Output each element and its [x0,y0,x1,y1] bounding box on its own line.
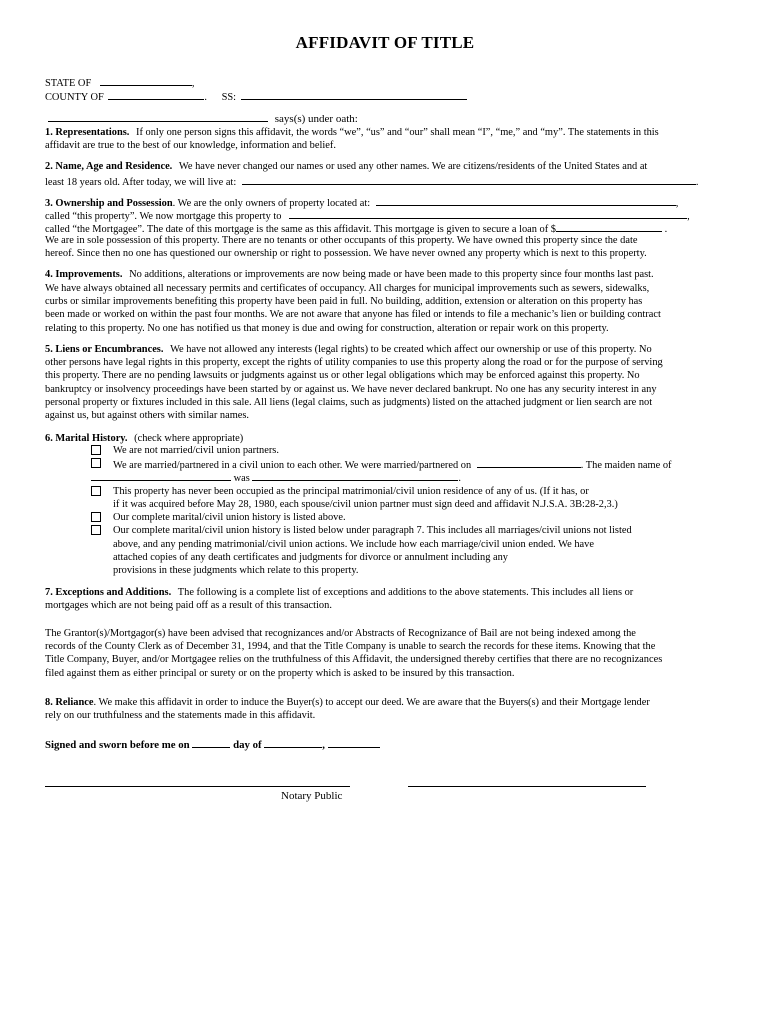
notary-public-label: Notary Public [281,790,343,802]
state-label: STATE OF [45,78,92,89]
s8-line-1 [45,696,650,709]
marital-option-5-checkbox[interactable] [91,525,101,535]
s1-text-2: affidavit are true to the best of our knowledge, information and belief. [45,140,336,151]
recognizance-text-2: records of the County Clerk as of December 31, 1994, and that the Title Company is unable to search the records for these items. Knowing that the [45,641,656,652]
s6-option-5d: provisions in these judgments which relate to this property. [113,565,359,576]
s6-option-2-line-2: was . [91,470,461,485]
loan-amount-field[interactable] [556,221,662,232]
s2-line-2: least 18 years old. After today, we will live at: . [45,174,698,189]
s3-text-5: hereof. Since then no one has questioned our ownership or right to possession. We have never owned any property which is next to this property. [45,248,647,259]
county-label: COUNTY OF [45,92,104,103]
marital-option-2-checkbox[interactable] [91,458,101,468]
s4-text-2: We have always obtained all necessary permits and certificates of occupancy. All charges for municipal improvements such as sewers, sidewalks, [45,283,650,294]
residence-field[interactable] [242,174,696,185]
s2-heading: 2. Name, Age and Residence. [45,161,173,172]
s5-text-3: this property. There are no pending lawsuits or judgments against us or other legal obligations which may be enforced against this property. No [45,370,640,381]
s1-text-1: If only one person signs this affidavit, the words “we”, “us” and “our” shall mean “I”, “me,” and “my”. The statements in this [135,127,659,138]
state-line: STATE OF , [45,75,194,90]
s6-option-2-text-b: . The maiden name of [580,460,672,471]
s8-heading: 8. Reliance [45,697,94,708]
recognizance-text-4: filed against them as either principal or surety or on the property which is asked to be insured by this transaction. [45,668,515,679]
s8-text-2: rely on our truthfulness and the statements made in this affidavit. [45,710,316,721]
s4-text-4: been made or worked on within the past four months. We are not aware that anyone has filed or intends to file a mechanic’s lien or building contract [45,309,661,320]
s3-text-4: We are in sole possession of this property. There are no tenants or other occupants of this property. We have owned this property since the date [45,235,638,246]
county-field[interactable] [108,89,204,100]
s3-text-2: called “this property”. We now mortgage this property to [45,211,282,222]
s5-line-1 [45,343,652,356]
s2-line-1 [45,160,647,173]
marriage-date-field[interactable] [477,457,581,468]
s3-line-3: called “the Mortgagee”. The date of this mortgage is the same as this affidavit. This mortgage is given to secure a loan of $ . [45,221,667,236]
sworn-month-field[interactable] [264,737,322,748]
state-field[interactable] [100,75,192,86]
s3-line-2: called “this property”. We now mortgage this property to , [45,208,690,223]
s2-text-1: We have never changed our names or used any other names. We are citizens/residents of the United States and at [178,161,648,172]
s6-option-5c: attached copies of any death certificates and judgments for divorce or annulment including any [113,552,508,563]
s6-option-2-was: was [233,473,250,484]
s5-text-4: bankruptcy or insolvency proceedings have been started by or against us. We have never declared bankrupt. No one has any security interest in any [45,384,657,395]
s6-option-4: Our complete marital/civil union history is listed above. [113,512,346,523]
s3-text-1: . We are the only owners of property located at: [172,198,371,209]
s7-text-1: The following is a complete list of exceptions and additions to the above statements. This includes all liens or [177,587,634,598]
says-under-oath: says(s) under oath: [274,113,358,125]
s3-text-3: called “the Mortgagee”. The date of this mortgage is the same as this affidavit. This mortgage is given to secure a loan of $ [45,224,557,235]
s5-text-5: personal property or fixtures included in this sale. All liens (legal claims, such as judgments) listed on the attached judgment or lien search are not [45,397,653,408]
s5-text-6: against us, but against others with similar names. [45,410,250,421]
property-location-field[interactable] [376,195,676,206]
recognizance-text-1: The Grantor(s)/Mortgagor(s) have been advised that recognizances and/or Abstracts of Recognizance of Bail are not being indexed among the [45,628,636,639]
s2-text-2: least 18 years old. After today, we will live at: [45,177,237,188]
marital-option-1-checkbox[interactable] [91,445,101,455]
s7-heading: 7. Exceptions and Additions. [45,587,172,598]
maiden-name-value-field[interactable] [252,470,458,481]
s6-option-1: We are not married/civil union partners. [113,445,279,456]
ss-label: SS: [221,92,237,103]
s4-text-5: relating to this property. No one has notified us that money is due and owing for construction, alteration or repair work on this property. [45,323,609,334]
s5-heading: 5. Liens or Encumbrances. [45,344,164,355]
sworn-text-b: day of [233,739,262,751]
affiant-name-field[interactable] [48,111,268,122]
recognizance-text-3: Title Company, Buyer, and/or Mortgagee relies on the truthfulness of this Affidavit, the undersigned thereby certifies that there are no recognizances [45,654,663,665]
s3-heading: 3. Ownership and Possession [45,198,173,209]
s7-text-2: mortgages which are not being paid off as a result of this transaction. [45,600,332,611]
mortgagee-field[interactable] [289,208,687,219]
s6-note: (check where appropriate) [134,433,244,444]
marital-option-3-checkbox[interactable] [91,486,101,496]
sworn-year-field[interactable] [328,737,380,748]
county-line: COUNTY OF . SS: [45,89,467,104]
s5-text-2: other persons have legal rights in this property, except the rights of utility companies to use this property along the road or for the purpose of serving [45,357,663,368]
affiant-signature-line[interactable] [408,786,646,787]
s4-text-3: curbs or similar improvements benefiting this property have been paid in full. No building, addition, extension or alteration on this property has [45,296,643,307]
s3-line-1: 3. Ownership and Possession. We are the only owners of property located at: , [45,195,678,210]
s6-option-5a: Our complete marital/civil union history is listed below under paragraph 7. This includes all marriages/civil unions not listed [113,525,632,536]
s4-line-1 [45,268,654,281]
s6-heading: 6. Marital History. [45,433,128,444]
s6-option-5b: above, and any pending matrimonial/civil union actions. We include how each marriage/civil union ended. We have [113,539,594,550]
sworn-line: Signed and sworn before me on day of , [45,737,380,752]
s7-line-1 [45,586,633,599]
s8-text-1: . We make this affidavit in order to induce the Buyer(s) to accept our deed. We are aware that the Buyers(s) and their Mortgage lender [93,697,650,708]
sworn-text-a: Signed and sworn before me on [45,739,190,751]
s6-option-3b: if it was acquired before May 28, 1980, each spouse/civil union partner must sign deed and affidavit N.J.S.A. 3B:28-2,3.) [113,499,618,510]
marital-option-4-checkbox[interactable] [91,512,101,522]
notary-signature-line[interactable] [45,786,350,787]
s6-option-2-text: We are married/partnered in a civil union to each other. We were married/partnered on [113,460,472,471]
s1-line-1 [45,126,659,139]
affiant-line [48,111,358,126]
s5-text-1: We have not allowed any interests (legal rights) to be created which affect our ownership or use of this property. No [170,344,652,355]
s6-option-3a: This property has never been occupied as the principal matrimonial/civil union residence of any of us. (If it has, or [113,486,589,497]
sworn-day-field[interactable] [192,737,230,748]
maiden-name-field[interactable] [91,470,231,481]
ss-field[interactable] [241,89,467,100]
document-title: AFFIDAVIT OF TITLE [295,33,475,52]
s4-text-1: No additions, alterations or improvements are now being made or have been made to this property since four months last past. [129,269,654,280]
s4-heading: 4. Improvements. [45,269,123,280]
s1-heading: 1. Representations. [45,127,130,138]
